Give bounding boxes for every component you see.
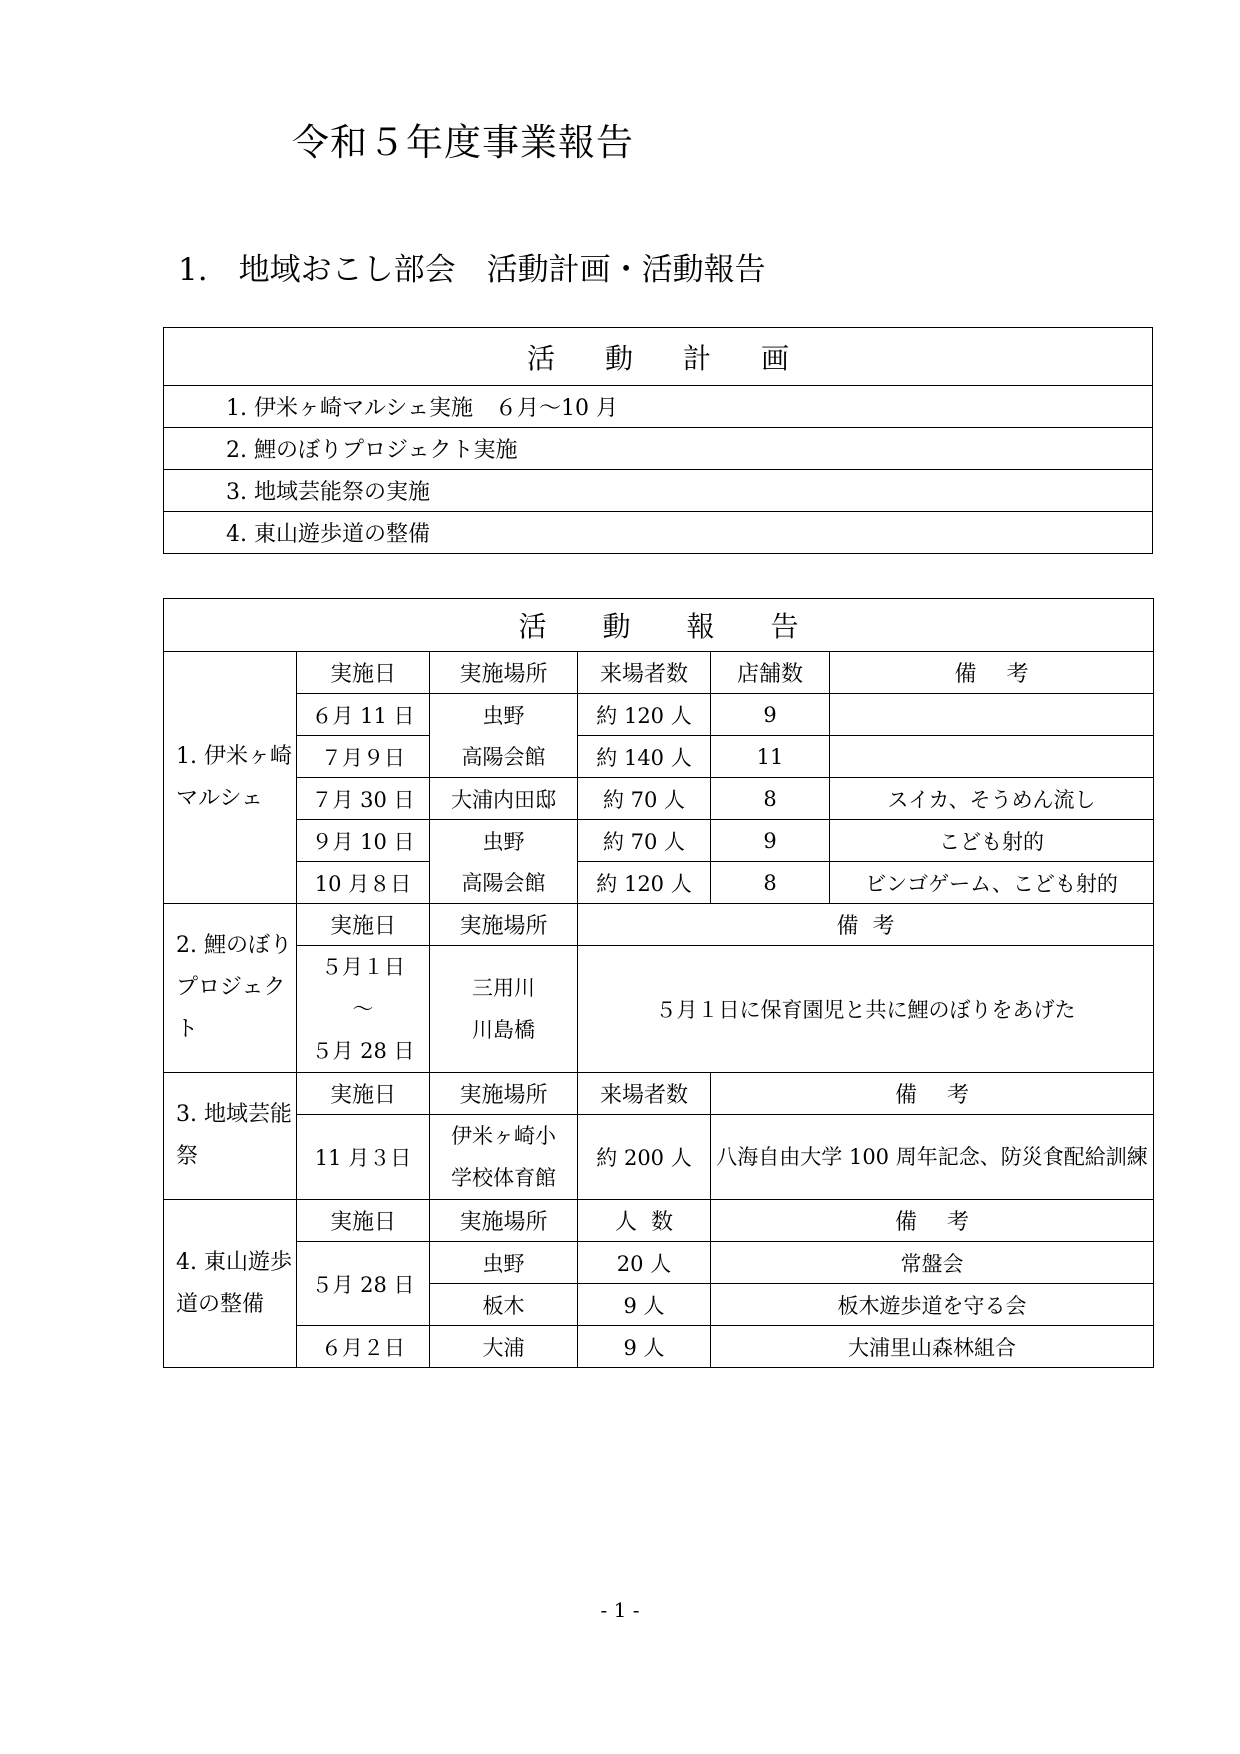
column-header: 備考 xyxy=(578,904,1154,946)
place-cell xyxy=(430,946,578,1073)
marche-column-header-row xyxy=(164,652,1154,694)
place-line: 川島橋 xyxy=(472,1018,535,1042)
visitors-cell: 約 140 人 xyxy=(578,736,711,778)
visitors-cell: 約 120 人 xyxy=(578,862,711,904)
page-number: - 1 - xyxy=(600,1598,640,1622)
note-cell: 八海自由大学 100 周年記念、防災食配給訓練 xyxy=(711,1115,1154,1200)
visitors-cell: 約 200 人 xyxy=(578,1115,711,1200)
place-line: 三用川 xyxy=(472,976,535,1000)
note-cell: 大浦里山森林組合 xyxy=(711,1326,1154,1368)
date-cell: 11 月３日 xyxy=(297,1115,430,1200)
shops-cell: 11 xyxy=(711,736,830,778)
place-cell: 板木 xyxy=(430,1284,578,1326)
place-cell: 大浦内田邸 xyxy=(430,778,578,820)
column-header: 店舗数 xyxy=(711,652,830,694)
shops-cell: 8 xyxy=(711,778,830,820)
marche-label: 1. 伊米ヶ崎マルシェ xyxy=(164,652,297,904)
visitors-cell: 約 120 人 xyxy=(578,694,711,736)
date-cell: ７月９日 xyxy=(297,736,430,778)
table-row xyxy=(164,694,1154,736)
table-row xyxy=(164,862,1154,904)
note-cell: ５月１日に保育園児と共に鯉のぼりをあげた xyxy=(578,946,1154,1073)
activity-report-table xyxy=(163,598,1154,1368)
shops-cell: 9 xyxy=(711,694,830,736)
place-cell: 高陽会館 xyxy=(430,736,578,778)
column-header: 実施日 xyxy=(297,1200,430,1242)
document-title: 令和５年度事業報告 xyxy=(292,121,634,164)
date-separator: ～ xyxy=(352,997,374,1021)
report-header: 活動報告 xyxy=(164,599,1154,652)
date-cell: ６月２日 xyxy=(297,1326,430,1368)
note-cell: スイカ、そうめん流し xyxy=(830,778,1154,820)
table-row xyxy=(164,820,1154,862)
plan-item-row xyxy=(164,428,1153,470)
note-cell xyxy=(830,694,1154,736)
place-cell: 大浦 xyxy=(430,1326,578,1368)
column-header: 実施日 xyxy=(297,904,430,946)
table-row xyxy=(164,1326,1154,1368)
table-row xyxy=(164,946,1154,1073)
table-row xyxy=(164,778,1154,820)
koinobori-column-header-row xyxy=(164,904,1154,946)
shops-cell: 9 xyxy=(711,820,830,862)
date-cell: ６月 11 日 xyxy=(297,694,430,736)
column-header: 実施場所 xyxy=(430,904,578,946)
plan-item: 3. 地域芸能祭の実施 xyxy=(164,470,1153,512)
plan-item: 2. 鯉のぼりプロジェクト実施 xyxy=(164,428,1153,470)
place-cell: 虫野 xyxy=(430,1242,578,1284)
visitors-cell: 約 70 人 xyxy=(578,820,711,862)
visitors-cell: 約 70 人 xyxy=(578,778,711,820)
column-header: 実施日 xyxy=(297,652,430,694)
people-cell: 9 人 xyxy=(578,1284,711,1326)
plan-header: 活動計画 xyxy=(164,328,1153,386)
trail-column-header-row xyxy=(164,1200,1154,1242)
koinobori-label: 2. 鯉のぼりプロジェクト xyxy=(164,904,297,1073)
column-header: 来場者数 xyxy=(578,1073,711,1115)
column-header: 実施場所 xyxy=(430,652,578,694)
date-range-cell xyxy=(297,946,430,1073)
note-cell: こども射的 xyxy=(830,820,1154,862)
people-cell: 20 人 xyxy=(578,1242,711,1284)
shops-cell: 8 xyxy=(711,862,830,904)
place-cell: 虫野 xyxy=(430,820,578,862)
festival-column-header-row xyxy=(164,1073,1154,1115)
report-header-row xyxy=(164,599,1154,652)
column-header: 人数 xyxy=(578,1200,711,1242)
place-cell: 伊米ヶ崎小学校体育館 xyxy=(430,1115,578,1200)
column-header: 実施場所 xyxy=(430,1073,578,1115)
plan-item: 1. 伊米ヶ崎マルシェ実施 ６月～10 月 xyxy=(164,386,1153,428)
activity-plan-table xyxy=(163,327,1153,554)
date-cell: ９月 10 日 xyxy=(297,820,430,862)
note-cell xyxy=(830,736,1154,778)
date-cell: 10 月８日 xyxy=(297,862,430,904)
date-start: ５月１日 xyxy=(321,955,405,979)
plan-item: 4. 東山遊歩道の整備 xyxy=(164,512,1153,554)
column-header: 来場者数 xyxy=(578,652,711,694)
festival-label: 3. 地域芸能祭 xyxy=(164,1073,297,1200)
place-cell: 虫野 xyxy=(430,694,578,736)
plan-item-row xyxy=(164,512,1153,554)
column-header: 備考 xyxy=(711,1200,1154,1242)
people-cell: 9 人 xyxy=(578,1326,711,1368)
trail-label: 4. 東山遊歩道の整備 xyxy=(164,1200,297,1368)
date-end: ５月 28 日 xyxy=(311,1039,415,1063)
date-cell: ５月 28 日 xyxy=(297,1242,430,1326)
column-header: 実施日 xyxy=(297,1073,430,1115)
column-header: 備考 xyxy=(711,1073,1154,1115)
column-header: 備考 xyxy=(830,652,1154,694)
place-cell: 高陽会館 xyxy=(430,862,578,904)
table-row xyxy=(164,736,1154,778)
plan-item-row xyxy=(164,470,1153,512)
plan-item-row xyxy=(164,386,1153,428)
plan-header-row xyxy=(164,328,1153,386)
note-cell: ビンゴゲーム、こども射的 xyxy=(830,862,1154,904)
column-header: 実施場所 xyxy=(430,1200,578,1242)
section-heading: 1. 地域おこし部会 活動計画・活動報告 xyxy=(178,252,766,288)
date-cell: ７月 30 日 xyxy=(297,778,430,820)
note-cell: 常盤会 xyxy=(711,1242,1154,1284)
table-row xyxy=(164,1115,1154,1200)
table-row xyxy=(164,1242,1154,1284)
note-cell: 板木遊歩道を守る会 xyxy=(711,1284,1154,1326)
